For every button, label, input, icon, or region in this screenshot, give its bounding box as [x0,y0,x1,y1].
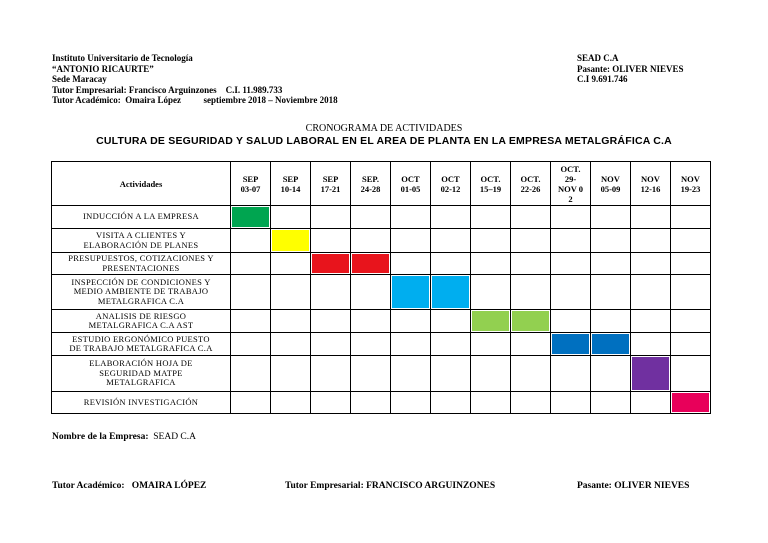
week-cell [511,310,551,333]
activity-label [52,310,231,333]
week-header [511,162,551,206]
week-cell [631,310,671,333]
activities-header: Actividades [52,162,231,206]
week-header-line: 03-07 [240,183,261,194]
activity-label [52,206,231,229]
header-line: C.I 9.691.746 [577,74,628,85]
header-line: “ANTONIO RICAURTE” [52,63,154,74]
week-cell [391,229,431,253]
week-cell [671,333,711,356]
week-cell [311,253,351,275]
week-cell [231,356,271,392]
week-cell [231,310,271,333]
week-cell [551,310,591,333]
week-cell [511,206,551,229]
week-header [551,162,591,206]
activity-label-line: PRESENTACIONES [102,262,180,273]
week-cell [311,310,351,333]
header-line: SEAD C.A [577,53,619,63]
week-cell [231,333,271,356]
week-cell [591,253,631,275]
week-cell [471,206,511,229]
academic-tutor-value: OMAIRA LÓPEZ [131,481,207,491]
week-cell [591,206,631,229]
week-header-line: 22-26 [520,183,541,194]
scheduled-bar [232,207,269,227]
week-cell [271,253,311,275]
activity-label-line: ANALISIS DE RIESGO [95,310,187,321]
week-cell [271,206,311,229]
week-cell [271,310,311,333]
scheduled-bar [632,357,669,390]
activity-label-line: METALGRAFICA [106,377,176,388]
activity-row [52,392,711,414]
week-cell [351,253,391,275]
week-header-line: SEP [242,173,259,184]
week-cell [471,253,511,275]
activity-label-line: VISITA A CLIENTES Y [96,230,186,240]
activity-row [52,310,711,333]
week-cell [431,253,471,275]
activity-label-line: MEDIO AMBIENTE DE TRABAJO [73,286,209,297]
week-cell [391,356,431,392]
week-header-line: SEP. [362,173,379,184]
week-cell [431,310,471,333]
activity-label [52,392,231,414]
week-cell [671,206,711,229]
week-header [311,162,351,206]
week-cell [551,253,591,275]
scheduled-bar [512,311,549,331]
week-header-line: 19-23 [680,183,701,194]
activity-label-line: INDUCCIÓN A LA EMPRESA [83,211,199,222]
scheduled-bar [432,276,469,308]
activity-row [52,333,711,356]
institution-header [52,53,338,106]
week-cell [671,392,711,414]
document-title: CRONOGRAMA DE ACTIVIDADES [305,123,463,134]
week-cell [471,356,511,392]
week-header [631,162,671,206]
week-cell [431,206,471,229]
week-header-line: NOV [641,173,660,184]
week-cell [551,356,591,392]
week-header [671,162,711,206]
week-header-line: 24-28 [360,183,381,194]
activity-label [52,356,231,392]
week-cell [671,253,711,275]
week-header-line: OCT. [480,173,501,184]
activity-label-line: ELABORACIÓN DE PLANES [83,239,199,250]
week-cell [351,333,391,356]
activity-row [52,253,711,275]
week-cell [471,310,511,333]
week-cell [391,253,431,275]
week-cell [351,229,391,253]
week-header [591,162,631,206]
scheduled-bar [392,276,429,308]
week-cell [351,356,391,392]
week-cell [631,206,671,229]
week-header [471,162,511,206]
header-line: Pasante: OLIVER NIEVES [577,63,684,74]
week-cell [271,229,311,253]
week-header-line: OCT [441,173,460,184]
week-cell [591,229,631,253]
week-header-line: OCT. [560,163,581,174]
week-header-line: 29- [564,173,577,184]
activity-label-line: METALGRAFICA C.A AST [88,320,194,330]
header-line: Tutor Empresarial: Francisco Arguinzones C.I. 11.989.733 [52,84,283,95]
header-line: Instituto Universitario de Tecnología [52,53,193,63]
company-label: Nombre de la Empresa: [52,432,149,442]
week-cell [271,333,311,356]
week-cell [631,356,671,392]
activity-label [52,275,231,310]
week-cell [511,356,551,392]
week-cell [551,206,591,229]
week-cell [591,333,631,356]
week-cell [591,310,631,333]
header-line: Sede Maracay [52,74,107,85]
week-cell [311,392,351,414]
week-cell [631,275,671,310]
week-cell [231,392,271,414]
activity-row [52,229,711,253]
activity-label-line: SEGURIDAD MATPE [99,367,183,378]
week-cell [391,392,431,414]
week-header-line: 05-09 [600,183,621,194]
company-value: SEAD C.A [153,432,197,442]
week-header [231,162,271,206]
scheduled-bar [472,311,509,331]
week-cell [231,206,271,229]
week-cell [671,229,711,253]
week-header [351,162,391,206]
week-cell [231,229,271,253]
activity-label-line: REVISIÓN INVESTIGACIÓN [83,396,199,407]
company-header [577,53,684,85]
week-cell [311,229,351,253]
week-cell [311,206,351,229]
academic-tutor [52,481,206,491]
week-header-line: NOV 0 [557,183,584,194]
week-cell [591,356,631,392]
activity-label [52,333,231,356]
week-header-line: 01-05 [400,183,421,194]
week-cell [511,253,551,275]
week-header-line: OCT. [520,173,541,184]
header-line: Tutor Académico: Omaira López septiembre 2018 – Noviembre 2018 [52,95,338,106]
activity-row [52,206,711,229]
week-cell [671,356,711,392]
week-cell [231,275,271,310]
schedule-table [51,161,711,414]
week-cell [471,392,511,414]
week-cell [471,333,511,356]
week-cell [351,206,391,229]
week-cell [551,229,591,253]
week-cell [631,333,671,356]
week-header-line: 15–19 [479,183,502,194]
week-cell [511,275,551,310]
week-header-line: NOV [601,173,620,184]
week-cell [631,229,671,253]
week-cell [351,392,391,414]
activity-label [52,229,231,253]
week-cell [311,356,351,392]
company-name [52,432,196,442]
scheduled-bar [352,254,389,273]
week-cell [231,253,271,275]
business-tutor: Tutor Empresarial: FRANCISCO ARGUINZONES [285,481,496,491]
week-cell [271,392,311,414]
activity-label-line: ESTUDIO ERGONÓMICO PUESTO [72,333,210,344]
scheduled-bar [312,254,349,273]
week-cell [391,310,431,333]
activity-row [52,275,711,310]
week-cell [311,333,351,356]
week-cell [591,275,631,310]
week-cell [431,275,471,310]
week-header-line: NOV [681,173,700,184]
week-header-line: SEP [322,173,339,184]
week-header [391,162,431,206]
week-header-line: 02-12 [440,183,461,194]
week-cell [631,253,671,275]
week-cell [391,275,431,310]
week-header-line: 2 [568,193,573,204]
scheduled-bar [592,334,629,354]
activity-label-line: METALGRAFICA C.A [97,295,185,306]
week-header-line: SEP [282,173,299,184]
week-cell [431,356,471,392]
activity-label [52,253,231,275]
activity-label-line: DE TRABAJO METALGRAFICA C.A [69,343,213,353]
week-header [271,162,311,206]
intern: Pasante: OLIVER NIEVES [577,481,690,491]
week-cell [391,333,431,356]
week-header-line: OCT [401,173,420,184]
activity-label-line: ELABORACIÓN HOJA DE [89,358,193,369]
week-cell [431,229,471,253]
week-cell [271,356,311,392]
week-cell [671,310,711,333]
scheduled-bar [272,230,309,251]
week-cell [551,275,591,310]
week-cell [511,392,551,414]
week-cell [391,206,431,229]
week-header [431,162,471,206]
week-cell [511,333,551,356]
scheduled-bar [552,334,589,354]
activity-row [52,356,711,392]
week-cell [351,310,391,333]
activity-label-line: PRESUPUESTOS, COTIZACIONES Y [68,253,214,263]
week-cell [631,392,671,414]
activity-label-line: INSPECCIÓN DE CONDICIONES Y [71,276,211,287]
academic-tutor-label: Tutor Académico: [52,481,125,491]
week-header-line: 10-14 [280,183,301,194]
week-cell [591,392,631,414]
week-cell [351,275,391,310]
week-cell [471,275,511,310]
document-subtitle: CULTURA DE SEGURIDAD Y SALUD LABORAL EN EL AREA DE PLANTA EN LA EMPRESA METALGRÁFICA C.A [96,135,672,147]
week-cell [271,275,311,310]
week-cell [511,229,551,253]
week-header-line: 17-21 [320,183,341,194]
week-cell [311,275,351,310]
scheduled-bar [672,393,709,412]
week-cell [431,333,471,356]
week-header-line: 12-16 [640,183,661,194]
week-cell [671,275,711,310]
week-cell [471,229,511,253]
week-cell [551,392,591,414]
week-cell [431,392,471,414]
week-cell [551,333,591,356]
